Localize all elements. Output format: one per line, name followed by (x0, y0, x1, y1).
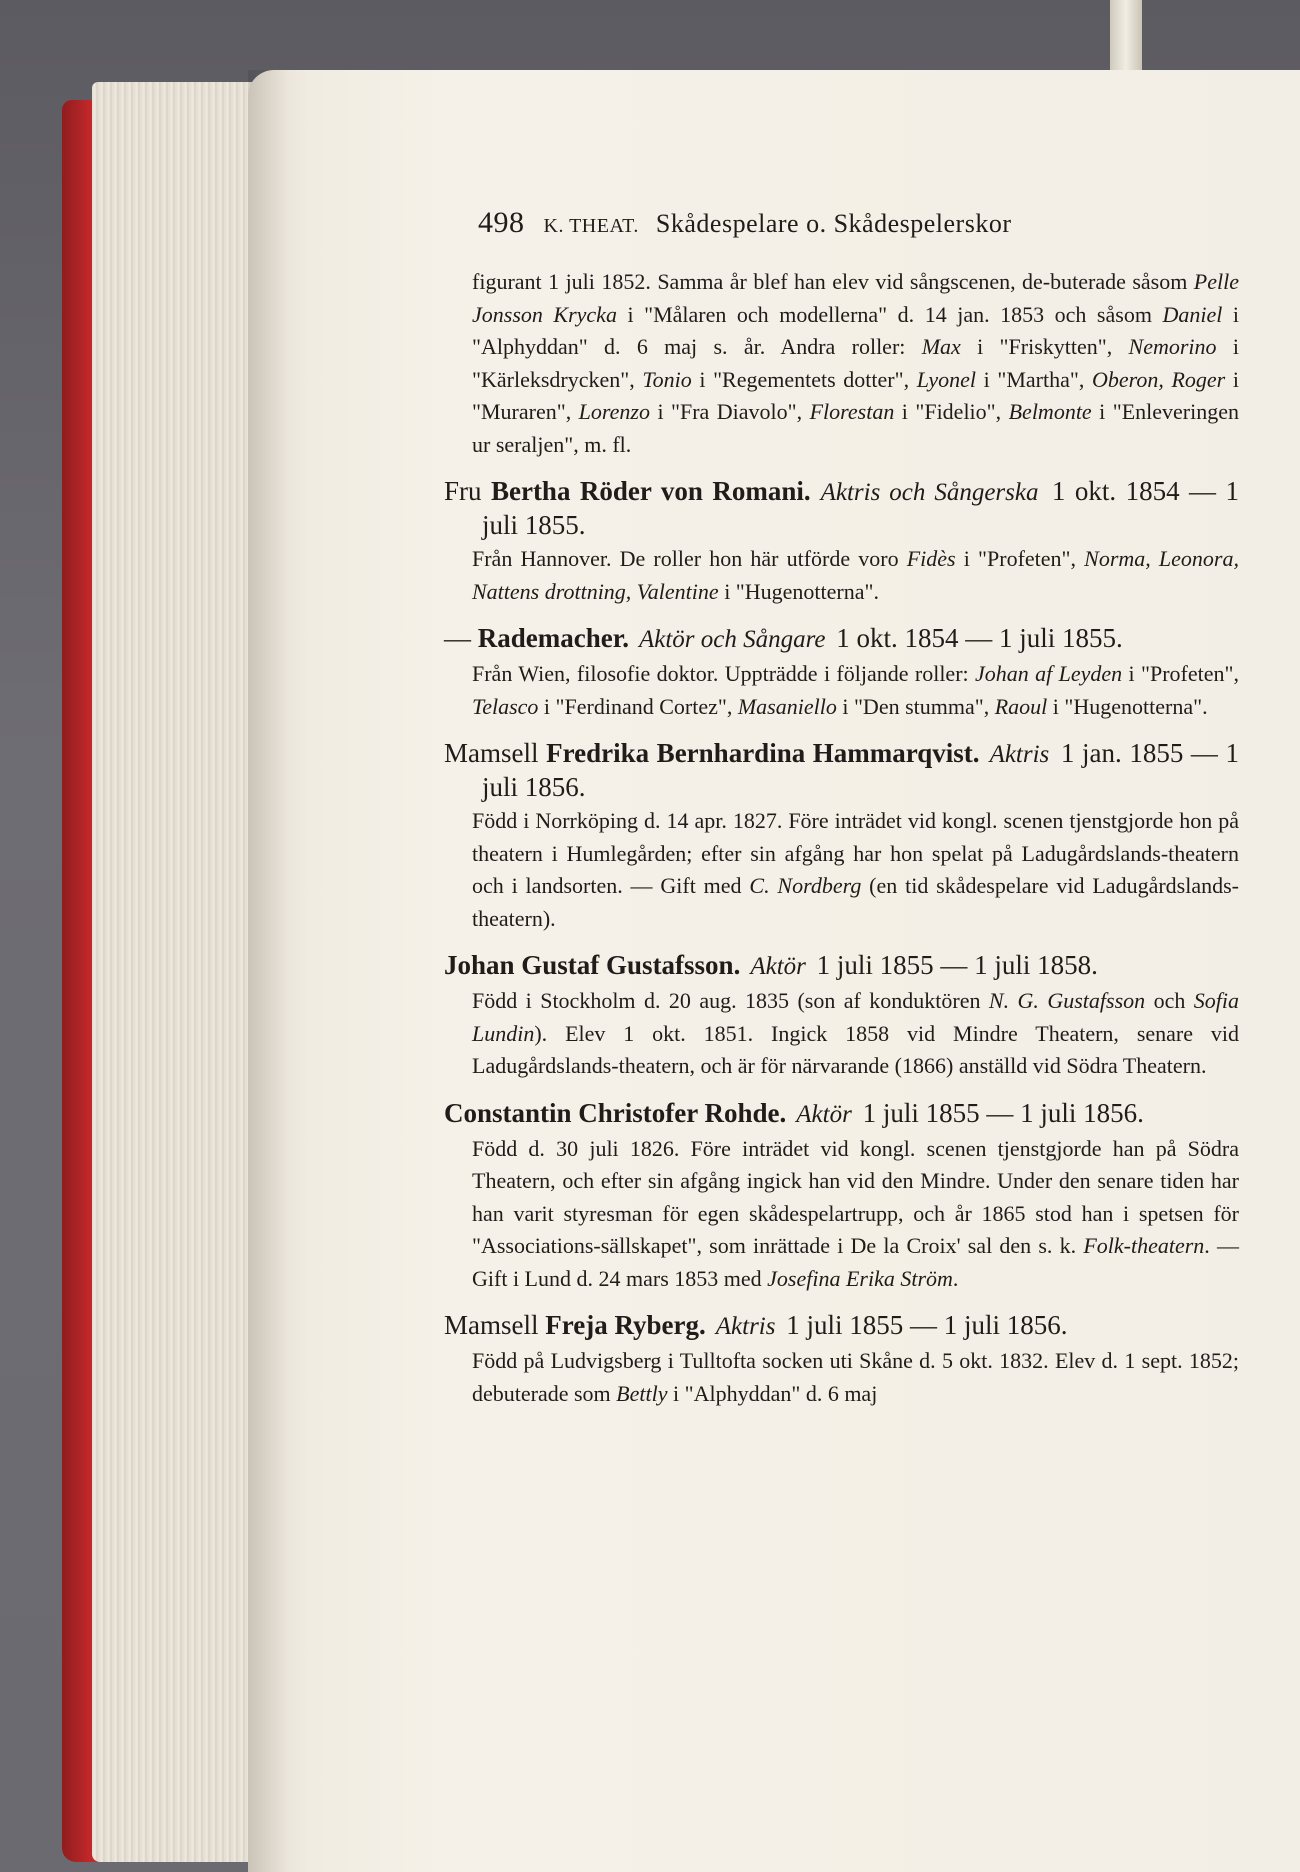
intro-paragraph (472, 266, 1239, 461)
page-gutter-shadow (248, 70, 288, 1872)
running-header (478, 206, 1239, 240)
entry-headline (444, 475, 1239, 541)
text-run: i "Ferdinand Cortez", (538, 693, 738, 719)
entry-name: Freja Ryberg. (545, 1310, 706, 1340)
text-run: Född d. 30 juli 1826. Före inträdet vid kongl. scenen tjenstgjorde han på Södra Theatern, och efter sin afgång ingick han vid den Mindre. Under den senare tiden har han varit styresman för egen skådespelartrupp, och år 1865 stod han i spetsen för "Associations-sällskapet", som inrättade i De la Croix' sal den s. k. (472, 1135, 1239, 1258)
italic-text: Pelle Jonsson Krycka (472, 269, 1239, 327)
page-content (444, 206, 1239, 1410)
italic-text: Lorenzo (578, 399, 650, 424)
header-title: Skådespelare o. Skådespelerskor (655, 209, 1012, 238)
text-run: . (952, 1265, 959, 1291)
entry-prefix: Fru (444, 476, 491, 506)
italic-text: Raoul (994, 693, 1048, 719)
entry-role: Aktris (715, 1313, 776, 1340)
entry-dates: 1 juli 1855 — 1 juli 1856. (786, 1310, 1068, 1340)
italic-text: Belmonte (1008, 399, 1092, 424)
entry-body (472, 805, 1239, 935)
italic-text: N. G. Gustafsson (988, 988, 1146, 1013)
entry-body (472, 985, 1239, 1083)
italic-text: Bettly (616, 1380, 668, 1406)
italic-text: Fidès (906, 546, 956, 571)
text-run: i "Enleveringen ur seraljen", m. fl. (472, 399, 1239, 457)
italic-text: Oberon, Roger (1091, 366, 1226, 392)
text-run: Född i Stockholm d. 20 aug. 1835 (son af konduktören (472, 988, 989, 1013)
text-run: figurant 1 juli 1852. Samma år blef han elev vid sångscenen, de-buterade såsom (472, 269, 1194, 294)
italic-text: Sofia Lundin (472, 988, 1239, 1046)
entry-name: Rademacher. (477, 623, 629, 653)
entry-body (472, 543, 1239, 608)
entry-list (444, 475, 1239, 1410)
text-run: i "Den stumma", (836, 693, 995, 719)
text-run: Född i Norrköping d. 14 apr. 1827. Före inträdet vid kongl. scenen tjenstgjorde hon på theatern i Humlegården; efter sin afgång har hon spelat på Ladugårdslands-theatern och i landsorten. — Gift med (472, 808, 1239, 898)
text-run: (en tid skådespelare vid Ladugårdslands-theatern). (472, 873, 1239, 931)
entry-role: Aktris och Sångerska (820, 479, 1039, 506)
entry-dates: 1 juli 1855 — 1 juli 1856. (862, 1097, 1144, 1128)
italic-text: Folk-theatern (1083, 1233, 1205, 1258)
biography-entry (444, 949, 1239, 1083)
entry-dates: 1 okt. 1854 — 1 juli 1855. (482, 476, 1239, 540)
text-run: i "Fra Diavolo", (649, 399, 810, 424)
text-run: Från Wien, filosofie doktor. Uppträdde i följande roller: (472, 661, 975, 686)
entry-dates: 1 jan. 1855 — 1 juli 1856. (482, 738, 1240, 802)
entry-name: Fredrika Bernhardina Hammarqvist. (546, 738, 980, 768)
entry-role: Aktör (796, 1100, 852, 1128)
text-run: . — Gift i Lund d. 24 mars 1853 med (472, 1233, 1239, 1291)
text-run: i "Martha", (975, 366, 1092, 392)
entry-prefix: Mamsell (444, 738, 547, 768)
italic-text: C. Nordberg (749, 873, 862, 898)
entry-headline (444, 949, 1239, 983)
entry-body (472, 658, 1239, 723)
text-run: i "Kärleksdrycken", (472, 334, 1239, 392)
entry-prefix: — (444, 623, 478, 653)
italic-text: Tonio (642, 366, 692, 392)
italic-text: Max (921, 334, 961, 359)
text-run: i "Friskytten", (960, 334, 1129, 359)
page-number: 498 (478, 206, 525, 239)
italic-text: Masaniello (737, 693, 837, 719)
text-run: och (1145, 988, 1194, 1013)
biography-entry (444, 475, 1239, 608)
entry-dates: 1 juli 1855 — 1 juli 1858. (816, 950, 1098, 980)
entry-headline (444, 622, 1239, 656)
entry-name: Johan Gustaf Gustafsson. (444, 950, 741, 980)
italic-text: Lyonel (916, 366, 976, 392)
entry-name: Constantin Christofer Rohde. (444, 1097, 787, 1128)
italic-text: Florestan (809, 399, 895, 424)
text-run: i "Alphyddan" d. 6 maj (667, 1380, 878, 1406)
text-run: i "Alphyddan" d. 6 maj s. år. Andra roller: (472, 301, 1239, 359)
biography-entry (444, 622, 1239, 723)
text-run: i "Fidelio", (894, 399, 1009, 424)
italic-text: Daniel (1162, 301, 1223, 327)
text-run: i "Hugenotterna". (718, 578, 879, 604)
text-run: Från Hannover. De roller hon här utförde voro (472, 546, 907, 571)
entry-body (472, 1133, 1239, 1296)
text-run: ). Elev 1 okt. 1851. Ingick 1858 vid Mindre Theatern, senare vid Ladugårdslands-theatern, och är för närvarande (1866) anställd vid Södra Theatern. (472, 1020, 1239, 1078)
entry-headline (444, 737, 1239, 803)
italic-text: Nemorino (1128, 334, 1217, 359)
entry-prefix: Mamsell (444, 1310, 546, 1340)
italic-text: Josefina Erika Ström (767, 1265, 953, 1291)
text-run: i "Profeten", (1122, 661, 1240, 686)
text-run: Född på Ludvigsberg i Tulltofta socken uti Skåne d. 5 okt. 1832. Elev d. 1 sept. 1852; debuterade som (472, 1348, 1239, 1406)
text-run: i "Muraren", (472, 366, 1239, 424)
entry-body (472, 1345, 1239, 1410)
entry-headline (444, 1309, 1239, 1343)
text-run: i "Målaren och modellerna" d. 14 jan. 1853 och såsom (616, 301, 1163, 327)
entry-role: Aktris (989, 741, 1050, 768)
italic-text: Johan af Leyden (975, 661, 1123, 686)
entry-dates: 1 okt. 1854 — 1 juli 1855. (836, 623, 1123, 653)
biography-entry (444, 1097, 1239, 1296)
entry-name: Bertha Röder von Romani. (490, 476, 811, 506)
biography-entry (444, 1309, 1239, 1410)
entry-headline (444, 1097, 1239, 1131)
biography-entry (444, 737, 1239, 935)
entry-role: Aktör och Sångare (638, 626, 826, 653)
text-run: i "Regementets dotter", (691, 366, 917, 392)
entry-role: Aktör (750, 953, 806, 980)
text-run: i "Profeten", (955, 546, 1085, 571)
italic-text: Telasco (472, 693, 539, 719)
text-run: i "Hugenotterna". (1047, 693, 1208, 719)
italic-text: Norma, Leonora, Nattens drottning, Valentine (472, 546, 1239, 604)
page-stack-edges (92, 82, 270, 1862)
section-label: K. THEAT. (543, 215, 639, 237)
